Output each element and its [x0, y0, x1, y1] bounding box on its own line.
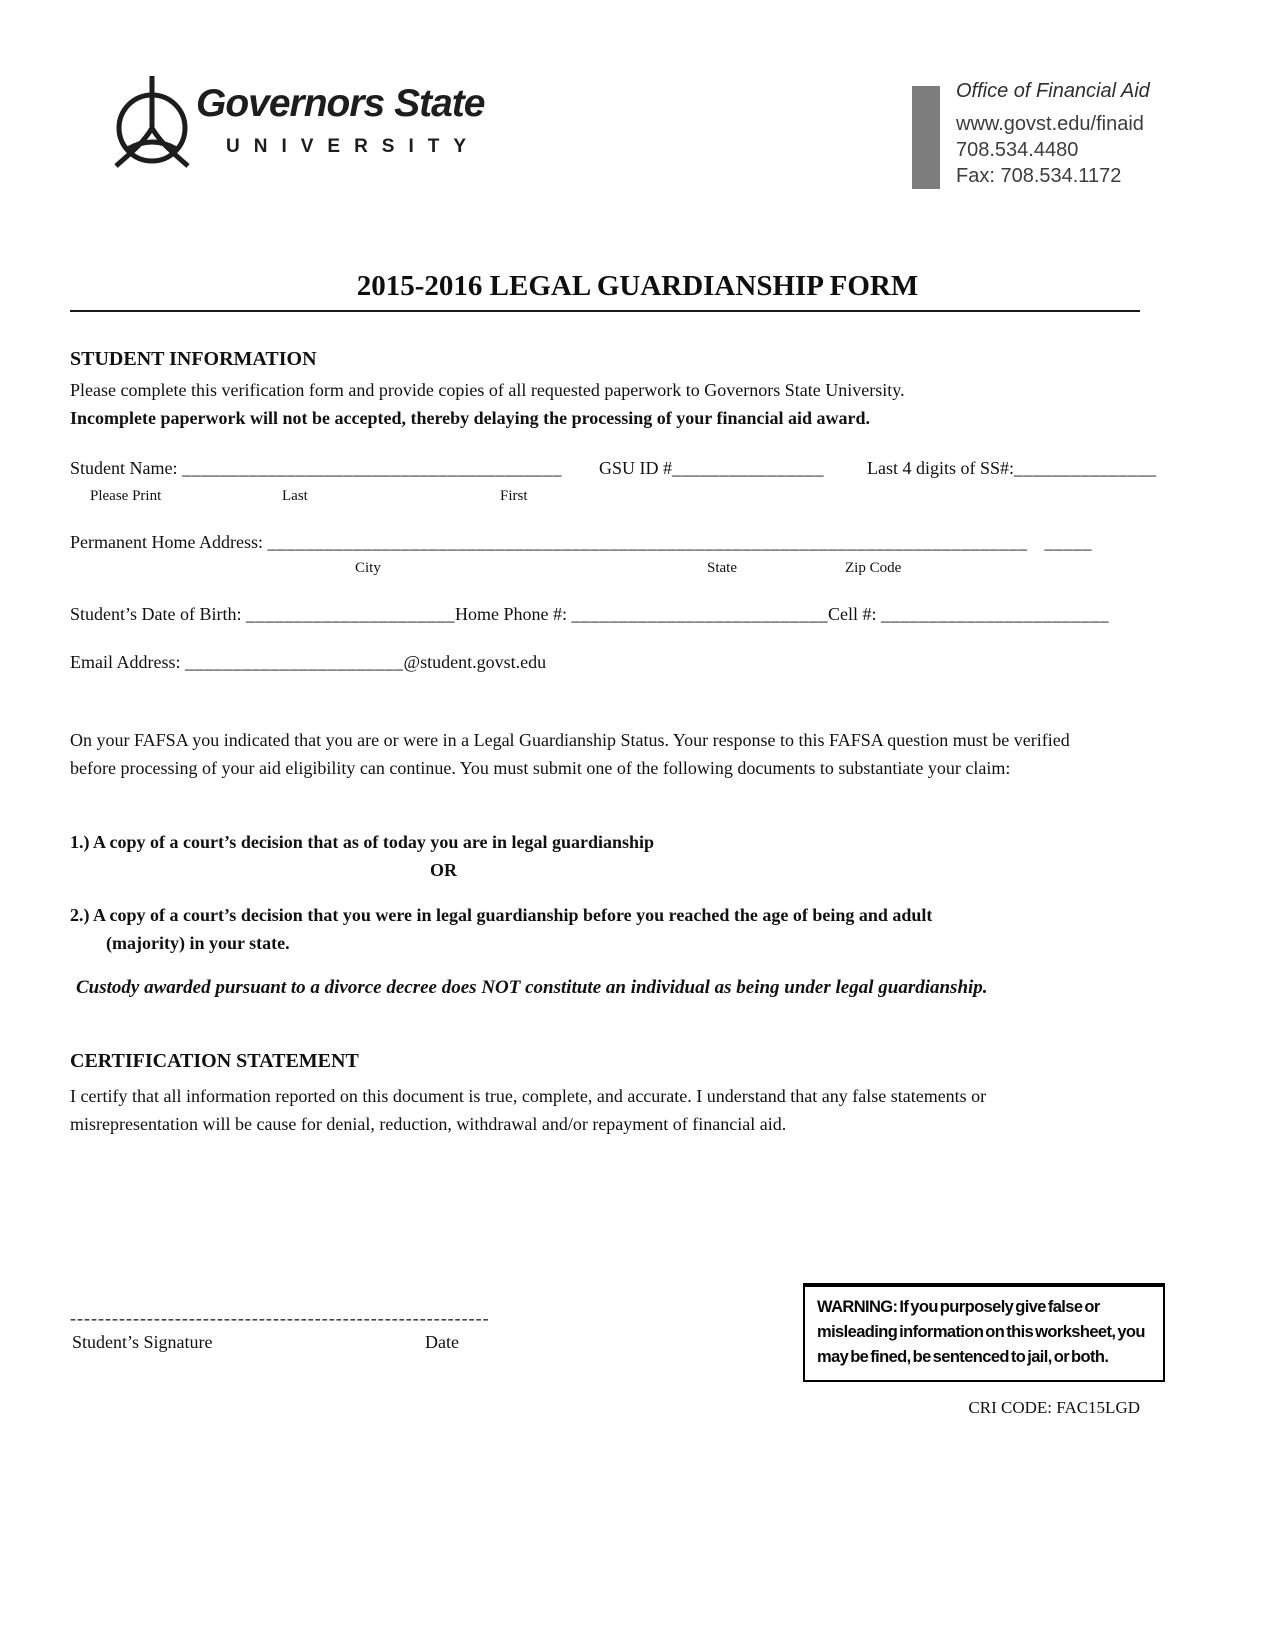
- warning-line-1: WARNING: If you purposely give false or: [817, 1298, 1100, 1316]
- gsu-id-blank: ________________: [672, 458, 824, 478]
- home-phone-blank: ___________________________: [571, 604, 828, 624]
- page-title: 2015-2016 LEGAL GUARDIANSHIP FORM: [356, 270, 919, 302]
- last-name-label: Last: [282, 488, 308, 504]
- student-information-intro: Please complete this verification form and provide copies of all requested paperwork to Governors State University.: [70, 380, 905, 400]
- dob-row: [70, 604, 1109, 625]
- contact-website: www.govst.edu/finaid: [956, 113, 1144, 135]
- student-signature-label: Student’s Signature: [72, 1332, 213, 1352]
- cell-blank: ________________________: [880, 604, 1109, 624]
- certification-text: I certify that all information reported on this document is true, complete, and accurate. I understand that any false statements or misrepresentation will be cause for denial, reduction, withdrawal and/or repayment of financial aid.: [70, 1086, 987, 1134]
- city-label: City: [355, 560, 381, 576]
- logo-university-text: UNIVERSITY: [226, 136, 481, 157]
- please-print-label: Please Print: [90, 488, 162, 504]
- cell-label: Cell #:: [827, 604, 877, 624]
- dob-label: Student’s Date of Birth:: [70, 604, 242, 624]
- ss-last4-label: Last 4 digits of SS#:: [867, 458, 1015, 478]
- student-information-heading: STUDENT INFORMATION: [70, 348, 317, 370]
- contact-fax: Fax: 708.534.1172: [956, 165, 1122, 187]
- dob-blank: ______________________: [245, 604, 455, 624]
- incomplete-paperwork-notice: Incomplete paperwork will not be accepted, thereby delaying the processing of your financial aid award.: [70, 408, 870, 428]
- email-row: [70, 652, 546, 673]
- warning-line-2: misleading information on this worksheet, you: [817, 1323, 1145, 1341]
- ss-last4-blank: _______________: [1014, 458, 1157, 478]
- title-underline: [70, 310, 1140, 312]
- warning-box: [803, 1283, 1165, 1382]
- gsu-id-label: GSU ID #: [598, 458, 672, 478]
- email-suffix: @student.govst.edu: [403, 652, 547, 672]
- document-option-1: 1.) A copy of a court’s decision that as of today you are in legal guardianship: [70, 832, 655, 852]
- certification-heading: CERTIFICATION STATEMENT: [70, 1050, 359, 1072]
- home-address-label: Permanent Home Address:: [70, 532, 263, 552]
- contact-office: Office of Financial Aid: [956, 80, 1150, 102]
- signature-line: ------------------------------------------------------------: [70, 1308, 490, 1328]
- student-name-blank: ________________________________________: [181, 458, 562, 478]
- logo-wordmark: Governors State: [196, 82, 485, 125]
- contact-phone: 708.534.4480: [956, 139, 1079, 161]
- zip-code-label: Zip Code: [845, 560, 902, 576]
- home-phone-label: Home Phone #:: [454, 604, 567, 624]
- email-blank: _______________________: [185, 652, 404, 672]
- gsu-logo-icon: [100, 68, 200, 178]
- custody-note: Custody awarded pursuant to a divorce decree does NOT constitute an individual as being under legal guardianship.: [76, 977, 988, 998]
- home-address-blank-2: _____: [1044, 532, 1092, 552]
- warning-line-3: may be fined, be sentenced to jail, or both.: [817, 1348, 1109, 1366]
- fafsa-paragraph: On your FAFSA you indicated that you are or were in a Legal Guardianship Status. Your response to this FAFSA question must be verified before processing of your aid eligibility can continue. You must submit one of the following documents to substantiate your claim:: [70, 730, 1070, 778]
- home-address-row: [70, 532, 1092, 553]
- or-separator: OR: [430, 860, 457, 880]
- student-name-label: Student Name:: [70, 458, 178, 478]
- email-label: Email Address:: [70, 652, 181, 672]
- state-label: State: [707, 560, 737, 576]
- header-gray-bar: [912, 86, 940, 189]
- contact-block: [956, 80, 1150, 189]
- document-option-2-line1: 2.) A copy of a court’s decision that you were in legal guardianship before you reached the age of being and adult: [70, 905, 933, 925]
- student-name-row: [70, 458, 1157, 479]
- document-option-2-line2: (majority) in your state.: [106, 933, 290, 953]
- date-label: Date: [425, 1332, 459, 1352]
- gsu-logo-emblem: [100, 68, 200, 178]
- home-address-blank: ________________________________________________________________________________: [267, 532, 1028, 552]
- first-name-label: First: [500, 488, 528, 504]
- cri-code: CRI CODE: FAC15LGD: [968, 1398, 1140, 1417]
